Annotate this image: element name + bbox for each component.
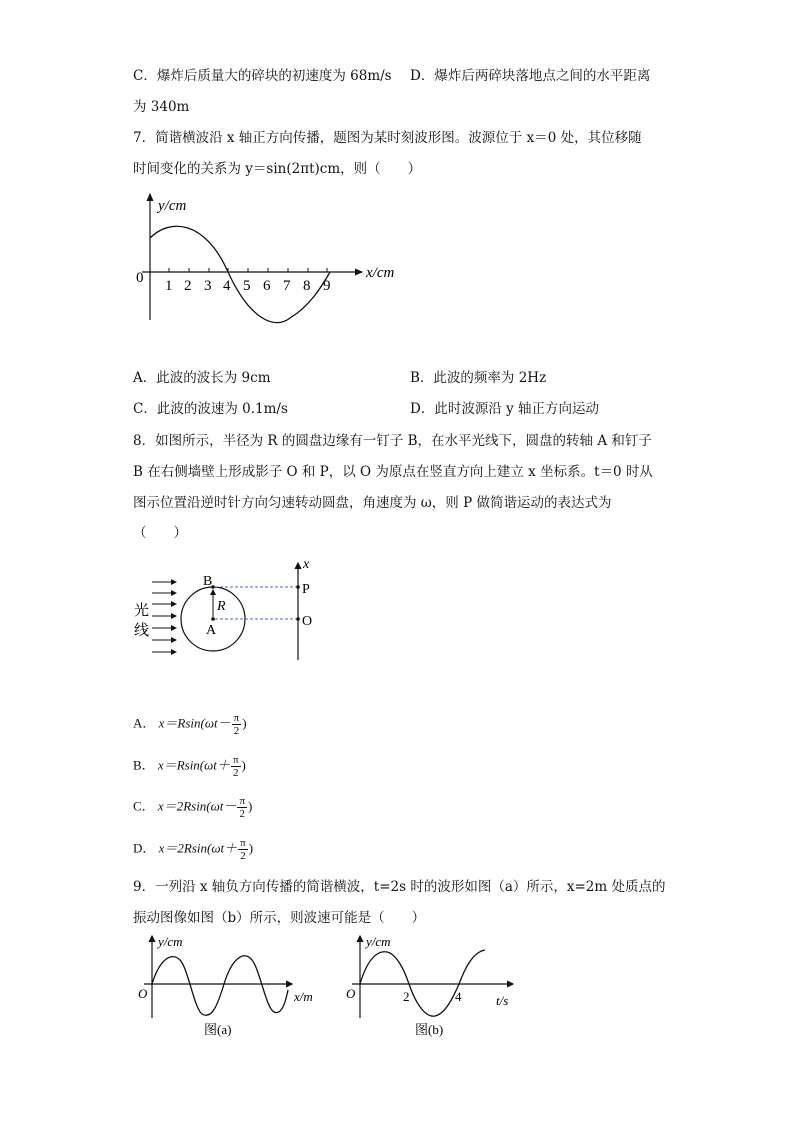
q8-stem-line3: 图示位置沿逆时针方向匀速转动圆盘，角速度为 ω，则 P 做简谐运动的表达式为 bbox=[133, 495, 612, 511]
q7-tick-9: 9 bbox=[323, 278, 331, 294]
q8-option-b: B． x＝Rsin(ωt＋ $\frac{\pi}{2}$ ) bbox=[133, 754, 246, 779]
fig-b-y-label: y/cm bbox=[366, 934, 391, 949]
q6-option-d-label: D． bbox=[410, 68, 435, 84]
q8-option-d-label: D． bbox=[133, 840, 156, 856]
q7-tick-2: 2 bbox=[184, 278, 192, 294]
fig-b-caption: 图(b) bbox=[415, 1022, 444, 1037]
q7-tick-4: 4 bbox=[223, 278, 231, 294]
q7-option-c bbox=[133, 400, 288, 418]
q7-option-c-label: C． bbox=[133, 401, 157, 417]
q8-option-d-fraction: $\frac{\pi}{2}$ bbox=[240, 837, 246, 862]
fig-b-wave bbox=[360, 950, 485, 1016]
label-p: P bbox=[302, 582, 310, 597]
q9-figure-a bbox=[132, 930, 332, 1040]
fig-b-x-label: t/s bbox=[496, 993, 509, 1008]
q7-tick-6: 6 bbox=[263, 278, 271, 294]
q7-option-a bbox=[133, 369, 271, 387]
q8-option-b-formula: x＝Rsin(ωt＋ bbox=[157, 757, 230, 773]
q9-stem-line2: 振动图像如图（b）所示，则波速可能是（ ） bbox=[133, 910, 426, 926]
q7-stem-text1: 简谐横波沿 x 轴正方向传播，题图为某时刻波形图。波源位于 x＝0 处，其位移随 bbox=[155, 130, 642, 146]
q7-option-b-text: 此波的频率为 2Hz bbox=[433, 370, 547, 386]
fig-a-x-label: x/m bbox=[294, 989, 313, 1004]
q8-stem-line1 bbox=[133, 432, 652, 450]
q7-option-a-text: 此波的波长为 9cm bbox=[156, 370, 271, 386]
q7-number: 7． bbox=[133, 130, 156, 146]
label-r: R bbox=[217, 599, 226, 614]
q7-option-b-label: B． bbox=[410, 370, 434, 386]
label-b: B bbox=[203, 574, 213, 589]
q8-option-b-label: B． bbox=[133, 757, 155, 773]
fig-b-tick-2: 2 bbox=[403, 989, 410, 1004]
q7-option-d-label: D． bbox=[410, 401, 435, 417]
q8-stem-line4: （ ） bbox=[133, 525, 187, 541]
fig-b-tick-4: 4 bbox=[455, 989, 462, 1004]
fig-a-wave bbox=[152, 956, 288, 1015]
axis-point-a bbox=[211, 617, 215, 621]
q8-option-a-label: A． bbox=[133, 715, 156, 731]
q8-option-b-fraction: $\frac{\pi}{2}$ bbox=[232, 754, 239, 779]
q8-stem-text1: 如图所示，半径为 R 的圆盘边缘有一钉子 B，在水平光线下，圆盘的转轴 A 和钉子 bbox=[155, 433, 652, 449]
q6-option-d-continuation: 为 340m bbox=[133, 99, 190, 115]
light-label-2: 线 bbox=[134, 623, 150, 639]
q6-option-c-text: 爆炸后质量大的碎块的初速度为 68m/s bbox=[156, 68, 392, 84]
fig-a-caption: 图(a) bbox=[204, 1022, 232, 1037]
q8-number: 8． bbox=[133, 433, 156, 449]
q7-tick-1: 1 bbox=[165, 278, 173, 294]
q7-tick-3: 3 bbox=[204, 278, 212, 294]
q7-tick-7: 7 bbox=[283, 278, 291, 294]
q7-option-d-text: 此时波源沿 y 轴正方向运动 bbox=[434, 401, 600, 417]
q7-x-label: x/cm bbox=[366, 265, 395, 281]
q7-stem-line1 bbox=[133, 129, 642, 147]
q8-stem-line2: B 在右侧墙壁上形成影子 O 和 P，以 O 为原点在竖直方向上建立 x 坐标系。t＝0 时从 bbox=[133, 464, 653, 480]
q8-option-c: C． x＝2Rsin(ωt－ $\frac{\pi}{2}$ ) bbox=[133, 795, 253, 820]
q8-option-a: A． x＝Rsin(ωt－ $\frac{\pi}{2}$ ) bbox=[133, 712, 247, 737]
q9-figure-b bbox=[335, 930, 535, 1040]
q7-waveform-figure bbox=[130, 190, 420, 335]
q6-option-c bbox=[133, 67, 392, 85]
label-o: O bbox=[302, 614, 313, 629]
q9-stem-text1: 一列沿 x 轴负方向传播的简谐横波，t=2s 时的波形如图（a）所示，x=2m 处质点的 bbox=[155, 879, 666, 895]
q6-option-d-text: 爆炸后两碎块落地点之间的水平距离 bbox=[434, 68, 651, 84]
q7-tick-5: 5 bbox=[243, 278, 251, 294]
q7-option-c-text: 此波的波速为 0.1m/s bbox=[156, 401, 288, 417]
q7-tick-8: 8 bbox=[303, 278, 311, 294]
q8-option-c-formula: x＝2Rsin(ωt－ bbox=[157, 798, 237, 814]
q7-stem-line2: 时间变化的关系为 y＝sin(2πt)cm，则（ ） bbox=[133, 161, 422, 177]
q7-option-a-label: A． bbox=[133, 370, 157, 386]
label-a: A bbox=[206, 623, 217, 638]
q8-option-a-fraction: $\frac{\pi}{2}$ bbox=[233, 712, 240, 737]
q8-disk-figure bbox=[130, 555, 330, 665]
shadow-point-o bbox=[296, 617, 300, 621]
fig-a-origin: O bbox=[138, 986, 148, 1001]
q6-option-d bbox=[410, 67, 650, 85]
q7-wave-curve bbox=[150, 226, 330, 322]
q9-number: 9． bbox=[133, 879, 156, 895]
shadow-point-p bbox=[296, 585, 300, 589]
q7-y-label: y/cm bbox=[158, 198, 187, 214]
q6-option-c-label: C． bbox=[133, 68, 157, 84]
q8-option-a-formula: x＝Rsin(ωt－ bbox=[158, 715, 231, 731]
q8-option-d: D． x＝2Rsin(ωt＋ $\frac{\pi}{2}$ ) bbox=[133, 837, 254, 862]
light-label-1: 光 bbox=[134, 603, 150, 619]
q9-stem-line1 bbox=[133, 878, 666, 896]
q8-option-c-label: C． bbox=[133, 798, 155, 814]
q8-option-c-fraction: $\frac{\pi}{2}$ bbox=[239, 795, 245, 820]
q7-option-d bbox=[410, 400, 599, 418]
q7-origin-label: 0 bbox=[136, 270, 144, 286]
fig-a-y-label: y/cm bbox=[158, 934, 183, 949]
q7-tick-marks bbox=[169, 268, 327, 272]
q7-option-b bbox=[410, 369, 546, 387]
fig-b-origin: O bbox=[346, 986, 356, 1001]
label-x: x bbox=[303, 557, 310, 572]
light-ray-arrows bbox=[152, 582, 176, 652]
q8-option-d-formula: x＝2Rsin(ωt＋ bbox=[158, 840, 238, 856]
